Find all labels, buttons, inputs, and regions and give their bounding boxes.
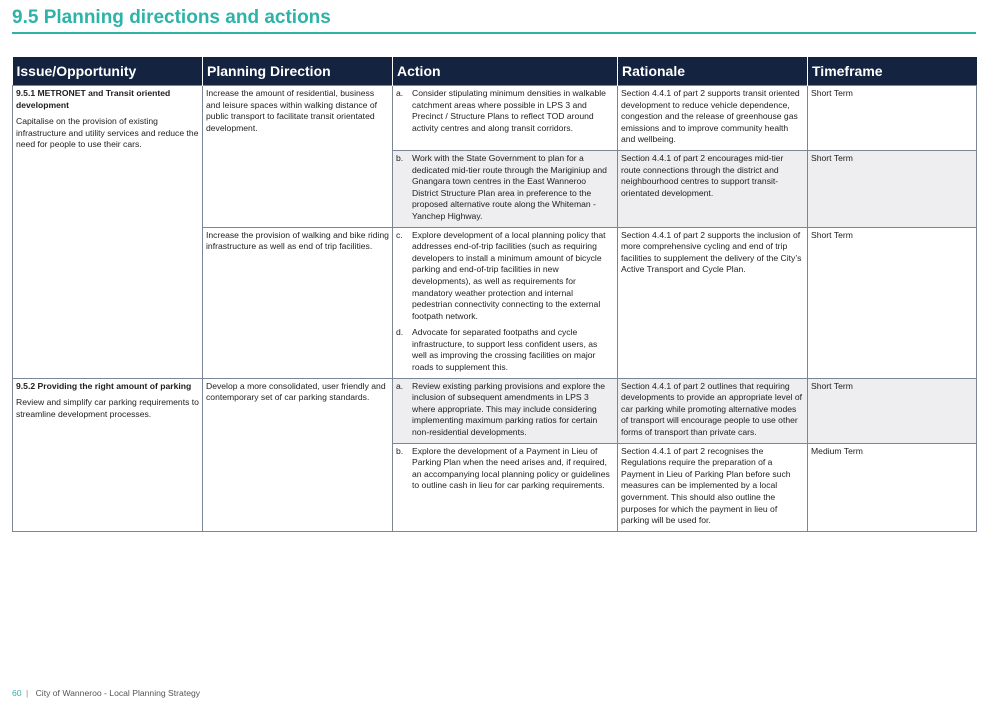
- direction-cell: Develop a more consolidated, user friendly and contemporary set of car parking standards.: [203, 378, 393, 531]
- page-footer: [12, 688, 200, 698]
- issue-description: Review and simplify car parking requirements to streamline development processes.: [16, 397, 199, 419]
- column-header-timeframe: Timeframe: [808, 57, 977, 86]
- page-heading: 9.5 Planning directions and actions: [12, 7, 331, 28]
- action-cell: [393, 227, 618, 378]
- action-letter: b.: [396, 445, 404, 456]
- issue-cell: [13, 378, 203, 531]
- action-item: [396, 230, 614, 323]
- action-text: Advocate for separated footpaths and cycle infrastructure, to support less confident users, as well as improving the crossing facilities on major roads to supplement this.: [412, 327, 598, 373]
- heading-divider: [12, 32, 976, 34]
- direction-cell: Increase the provision of walking and bike riding infrastructure as well as end of trip facilities.: [203, 227, 393, 378]
- action-letter: b.: [396, 152, 404, 163]
- action-cell: [393, 443, 618, 531]
- action-cell: [393, 150, 618, 227]
- issue-description: Capitalise on the provision of existing infrastructure and utility services and reduce the need for people to use their cars.: [16, 116, 199, 150]
- table-row: [13, 378, 977, 443]
- timeframe-cell: Medium Term: [808, 443, 977, 531]
- rationale-cell: Section 4.4.1 of part 2 outlines that requiring developments to provide an appropriate level of car parking while promoting alternative modes of transport will encourage people to use other forms of transport than private cars.: [618, 378, 808, 443]
- action-text: Work with the State Government to plan for a dedicated mid-tier route through the Mariginiup and Gnangara town centres in the East Wanneroo District Structure Plan area in preference to the proposed alternative route along the Whiteman - Yanchep Highway.: [412, 152, 607, 221]
- action-item: [396, 446, 614, 492]
- timeframe-cell: Short Term: [808, 378, 977, 443]
- action-text: Review existing parking provisions and explore the inclusion of subsequent amendments in LPS 3 where appropriate. This may include considering implementing maximum parking ratios for certain non-residential developments.: [412, 380, 605, 438]
- action-item: [396, 327, 614, 373]
- action-text: Explore the development of a Payment in Lieu of Parking Plan when the need arises and, if required, an accompanying local planning policy or guidelines to outline cash in lieu for car parking requirements.: [412, 445, 610, 491]
- table-row: [13, 86, 977, 151]
- issue-cell: [13, 86, 203, 379]
- column-header-issue: Issue/Opportunity: [13, 57, 203, 86]
- document-title: City of Wanneroo - Local Planning Strategy: [35, 688, 201, 698]
- action-letter: a.: [396, 88, 404, 98]
- rationale-cell: Section 4.4.1 of part 2 supports the inclusion of more comprehensive cycling and end of trip facilities to supplement the delivery of the City’s Active Transport and Cycle Plan.: [618, 227, 808, 378]
- action-text: Explore development of a local planning policy that addresses end-of-trip facilities (such as requiring developers to install a minimum amount of bicycle parking and end-of-trip facilities in new developments), as well as requirements for mandatory weather protection and internal pedestrian connectivity connecting to the external footpath network.: [412, 229, 606, 321]
- rationale-cell: Section 4.4.1 of part 2 recognises the Regulations require the preparation of a Payment in Lieu of Parking Plan before such measures can be implemented by a local government. This should also outline the purposes for which the payment in lieu of parking will be used for.: [618, 443, 808, 531]
- action-letter: d.: [396, 327, 404, 338]
- action-letter: c.: [396, 229, 403, 240]
- issue-title: 9.5.2 Providing the right amount of parking: [16, 380, 192, 391]
- action-letter: a.: [396, 380, 404, 391]
- timeframe-cell: Short Term: [808, 227, 977, 378]
- column-header-direction: Planning Direction: [203, 57, 393, 86]
- page-number: 60: [12, 688, 22, 698]
- direction-cell: Increase the amount of residential, business and leisure spaces within walking distance of public transport to facilitate transit orientated development.: [203, 86, 393, 228]
- planning-actions-table: [12, 57, 977, 532]
- action-item: [396, 153, 614, 223]
- rationale-cell: Section 4.4.1 of part 2 supports transit oriented development to reduce vehicle dependence, congestion and the release of greenhouse gas emissions and to improve community health and wellbeing.: [618, 86, 808, 151]
- action-cell: [393, 86, 618, 151]
- timeframe-cell: Short Term: [808, 150, 977, 227]
- timeframe-cell: Short Term: [808, 86, 977, 151]
- rationale-cell: Section 4.4.1 of part 2 encourages mid-tier route connections through the district and neighbourhood centres to support transit-orientated development.: [618, 150, 808, 227]
- issue-title: 9.5.1 METRONET and Transit oriented development: [16, 88, 171, 110]
- column-header-rationale: Rationale: [618, 57, 808, 86]
- column-header-action: Action: [393, 57, 618, 86]
- table-header-row: [13, 57, 977, 86]
- action-item: [396, 88, 614, 134]
- action-text: Consider stipulating minimum densities in walkable catchment areas where possible in LPS 3 and Precinct / Structure Plans to reflect TOD around activity centres and along transit corridors.: [412, 88, 606, 133]
- footer-separator: |: [25, 688, 29, 698]
- action-cell: [393, 378, 618, 443]
- action-item: [396, 381, 614, 439]
